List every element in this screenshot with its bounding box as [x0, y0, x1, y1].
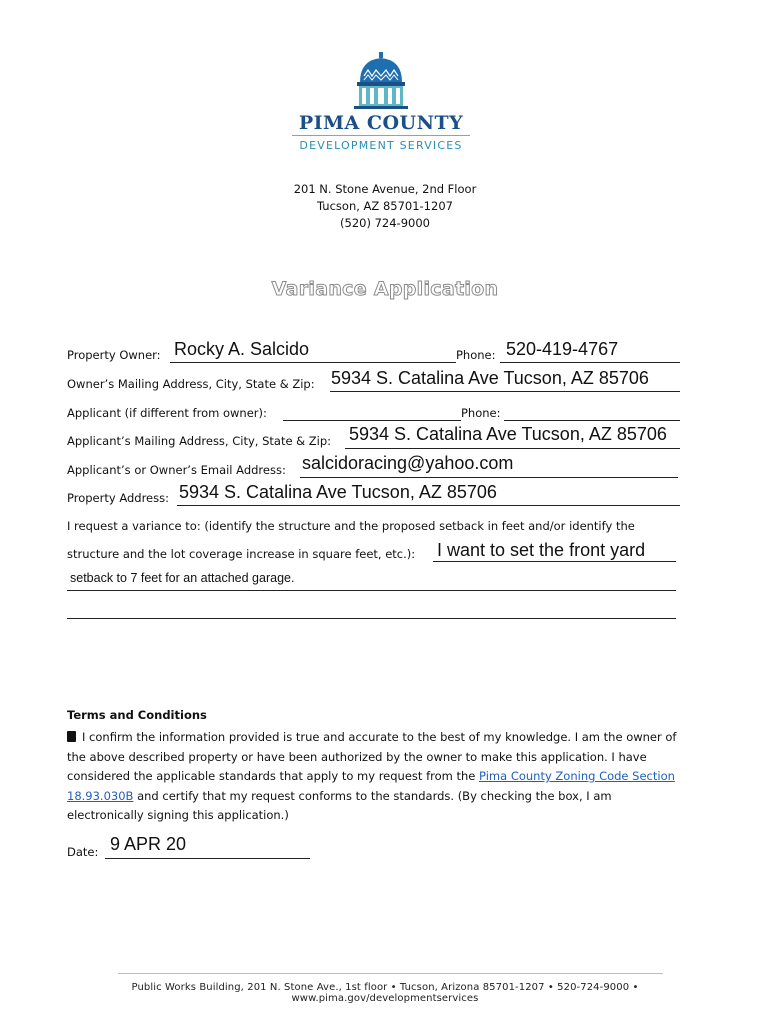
email-underline	[300, 477, 678, 478]
owner-mailing-label: Owner’s Mailing Address, City, State & Zip:	[67, 377, 315, 391]
email-label: Applicant’s or Owner’s Email Address:	[67, 463, 286, 477]
phone-underline	[500, 362, 680, 363]
date-field[interactable]: 9 APR 20	[110, 834, 187, 854]
variance-request-label: I request a variance to: (identify the structure and the proposed setback in feet and/or identify the	[67, 519, 635, 533]
terms-heading: Terms and Conditions	[67, 708, 207, 722]
terms-checkbox[interactable]	[67, 731, 76, 742]
property-address-label: Property Address:	[67, 491, 169, 505]
property-address-underline	[177, 505, 680, 506]
variance-request-continued[interactable]: setback to 7 feet for an attached garage.	[70, 571, 295, 585]
applicant-underline	[283, 420, 461, 421]
office-address	[200, 181, 570, 232]
variance-request-label: structure and the lot coverage increase in square feet, etc.):	[67, 547, 416, 561]
applicant-phone-underline	[504, 420, 680, 421]
email-field[interactable]: salcidoracing@yahoo.com	[302, 453, 514, 473]
property-owner-underline	[170, 362, 456, 363]
logo-divider	[292, 135, 470, 136]
footer-divider	[118, 973, 663, 974]
property-address-field[interactable]: 5934 S. Catalina Ave Tucson, AZ 85706	[179, 482, 497, 502]
variance-request-underline	[433, 561, 676, 562]
variance-request-field[interactable]: I want to set the front yard	[437, 540, 646, 560]
property-owner-field[interactable]: Rocky A. Salcido	[174, 339, 310, 359]
property-owner-label: Property Owner:	[67, 348, 161, 362]
date-underline	[105, 858, 310, 859]
zoning-code-link[interactable]: Pima County Zoning Code Section 18.93.030B	[67, 769, 675, 803]
variance-request-underline	[67, 618, 676, 619]
owner-mailing-underline	[330, 391, 680, 392]
pima-county-logo	[290, 52, 472, 158]
phone-label: Phone:	[456, 348, 496, 362]
org-subtitle: DEVELOPMENT SERVICES	[299, 139, 463, 152]
phone-field[interactable]: 520-419-4767	[506, 339, 619, 359]
applicant-mailing-field[interactable]: 5934 S. Catalina Ave Tucson, AZ 85706	[349, 424, 667, 444]
applicant-mailing-underline	[345, 448, 680, 449]
page-title: Variance Application	[271, 278, 499, 300]
variance-request-underline	[67, 590, 676, 591]
applicant-label: Applicant (if different from owner):	[67, 406, 267, 420]
terms-text	[67, 728, 677, 826]
courthouse-dome-icon	[290, 52, 472, 110]
terms-body: I confirm the information provided is true and accurate to the best of my knowledge. I am the owner of the above described property or have been authorized by the owner to make this application. I have considered the applicable standards that apply to my request from the	[67, 730, 677, 783]
org-name: PIMA COUNTY	[298, 112, 464, 134]
applicant-phone-label: Phone:	[461, 406, 501, 420]
address-line: Tucson, AZ 85701-1207	[317, 199, 453, 213]
date-label: Date:	[67, 845, 99, 859]
owner-mailing-field[interactable]: 5934 S. Catalina Ave Tucson, AZ 85706	[331, 368, 649, 388]
applicant-mailing-label: Applicant’s Mailing Address, City, State & Zip:	[67, 434, 332, 448]
terms-body-end: and certify that my request conforms to the standards. (By checking the box, I am electronically signing this application.)	[67, 788, 612, 822]
address-line: 201 N. Stone Avenue, 2nd Floor	[293, 182, 477, 196]
address-line: (520) 724-9000	[340, 216, 430, 230]
page-footer: Public Works Building, 201 N. Stone Ave., 1st floor • Tucson, Arizona 85701-1207 • 520-724-9000 • www.pima.gov/developmentservices	[131, 982, 639, 1004]
